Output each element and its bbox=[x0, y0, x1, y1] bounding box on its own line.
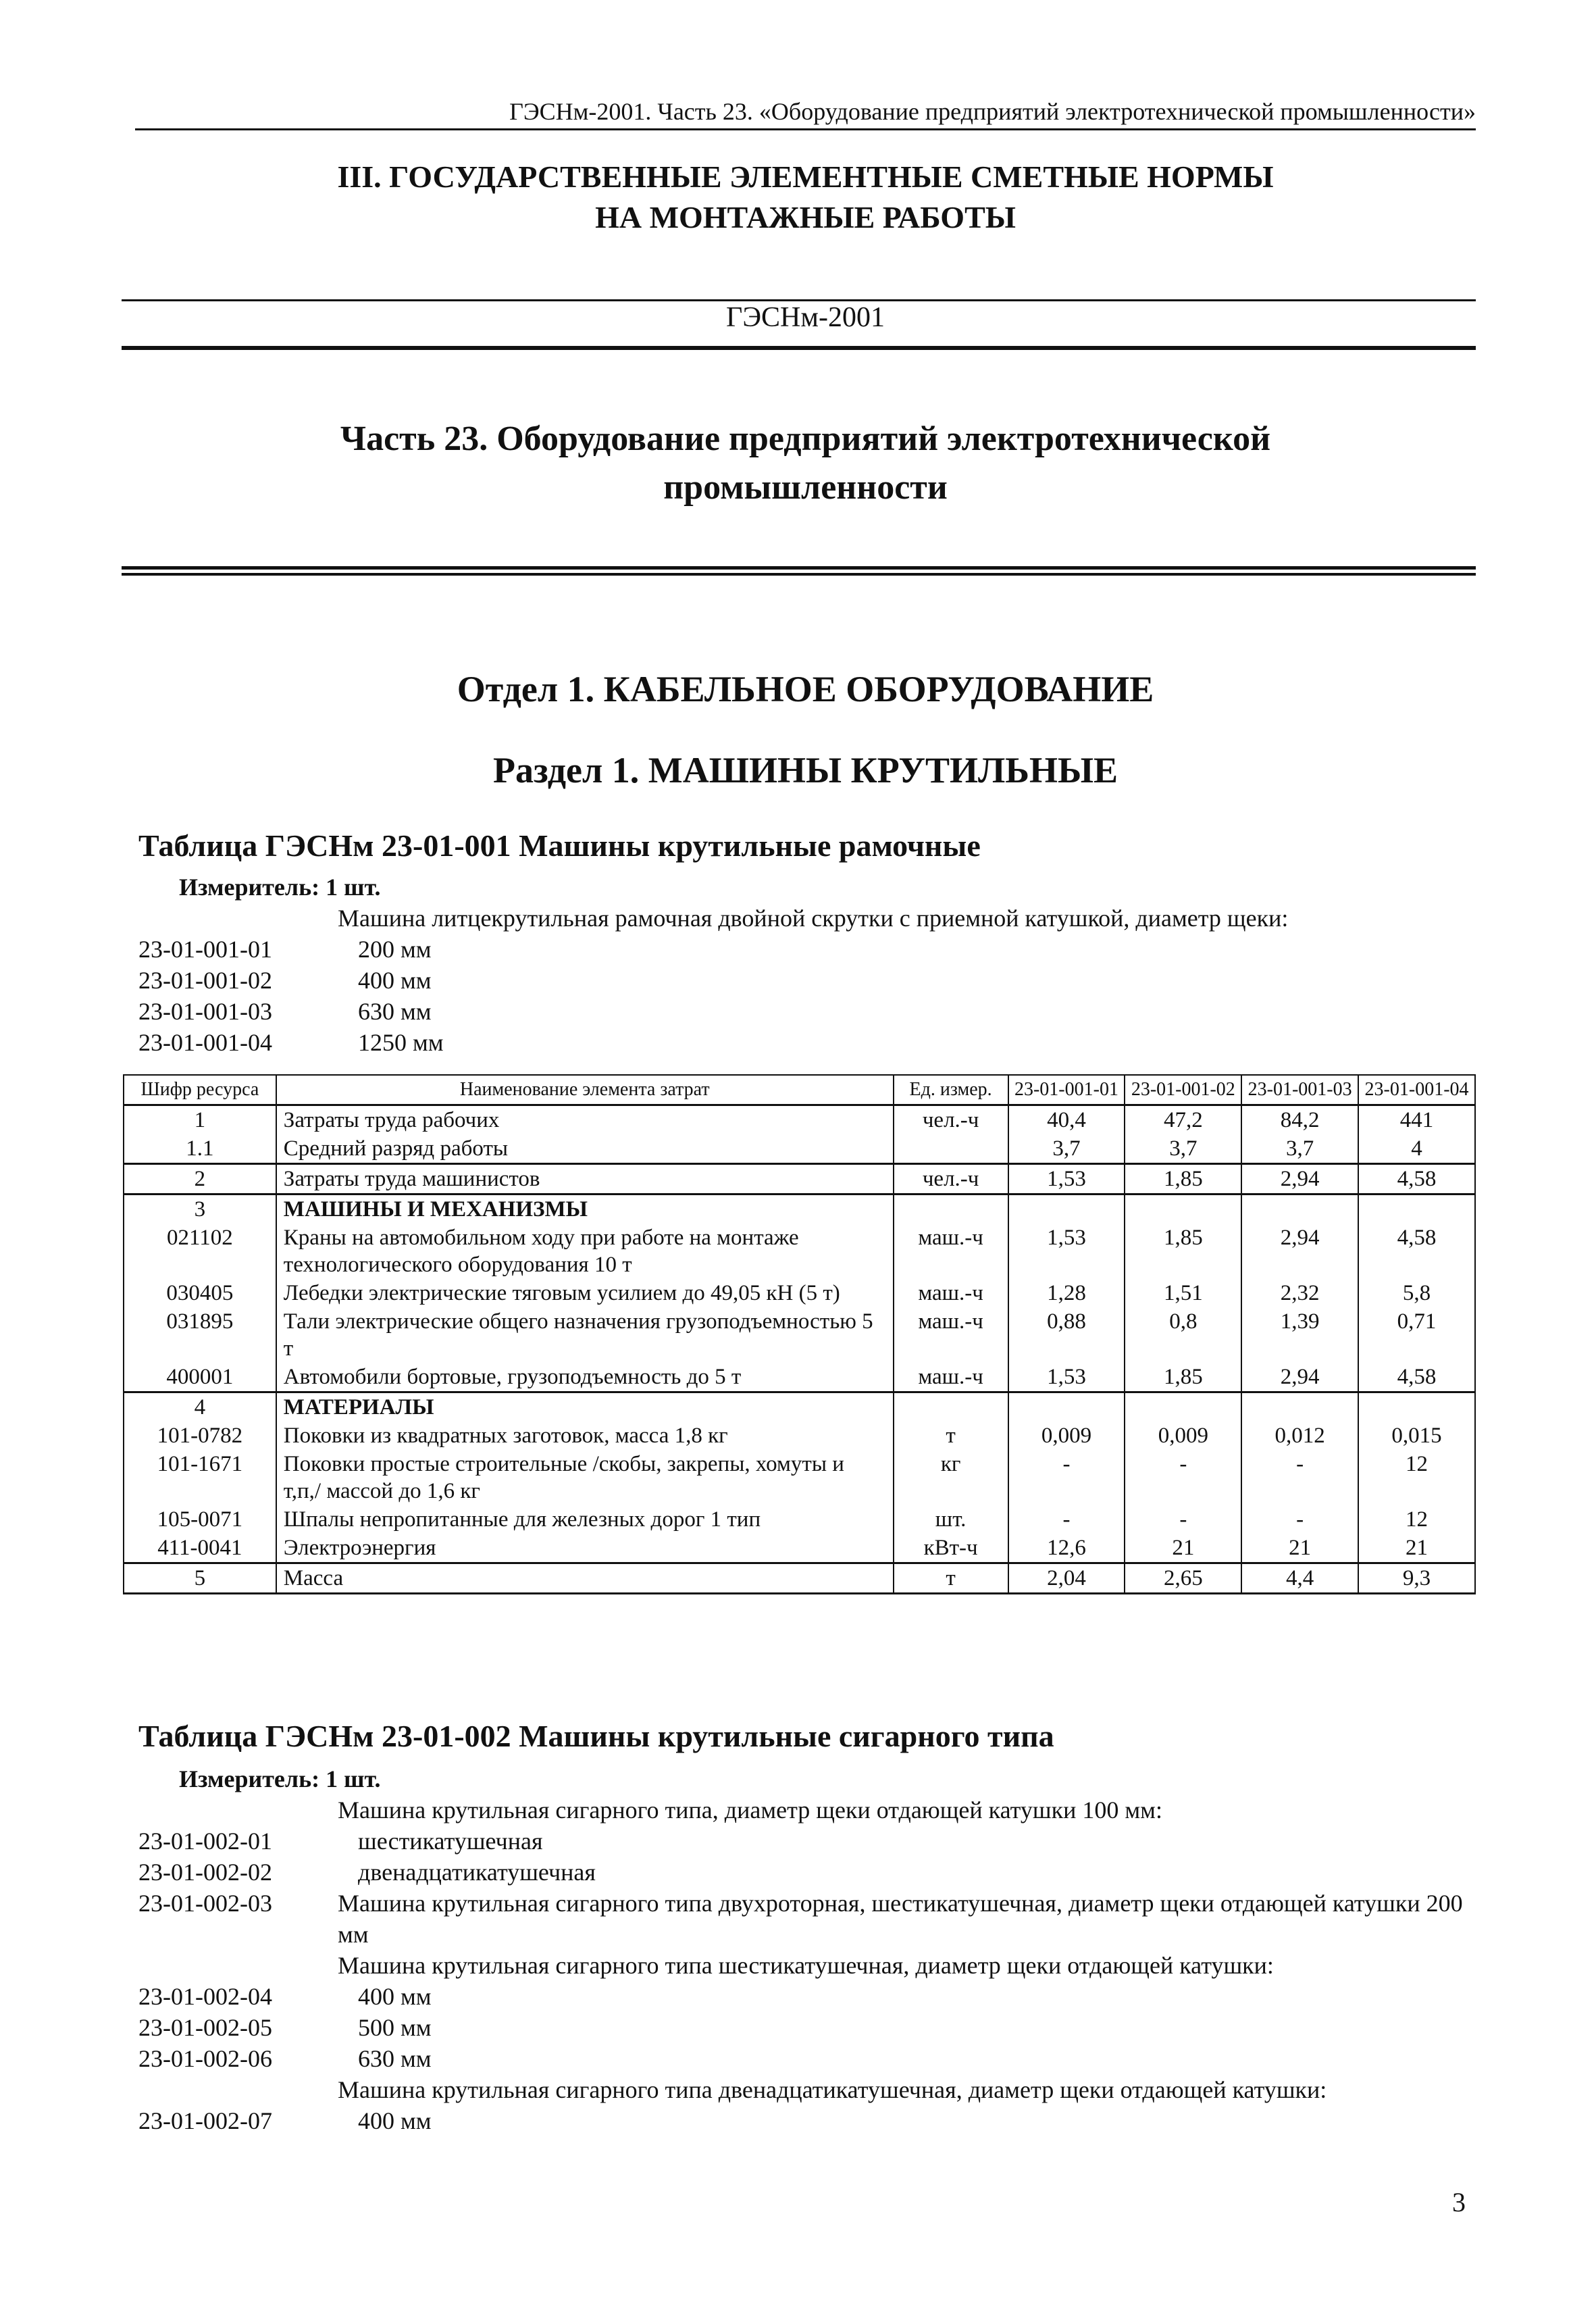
table2-meter: Измеритель: 1 шт. bbox=[179, 1765, 381, 1792]
table1-meter: Измеритель: 1 шт. bbox=[179, 874, 381, 901]
section-title-line-2: НА МОНТАЖНЫЕ РАБОТЫ bbox=[595, 200, 1016, 234]
table-row bbox=[124, 1363, 1475, 1392]
row-unit: маш.-ч bbox=[894, 1224, 1008, 1279]
row-value-2: 21 bbox=[1125, 1534, 1241, 1563]
row-value-3: 2,94 bbox=[1241, 1363, 1358, 1392]
row-unit: маш.-ч bbox=[894, 1279, 1008, 1307]
row-code: 1 bbox=[124, 1105, 276, 1135]
row-unit: маш.-ч bbox=[894, 1363, 1008, 1392]
row-value-2: 47,2 bbox=[1125, 1105, 1241, 1135]
table1-item-label: 630 мм bbox=[358, 998, 432, 1025]
row-value-4: 5,8 bbox=[1358, 1279, 1475, 1307]
row-value-1: - bbox=[1008, 1450, 1125, 1505]
row-value-3: 21 bbox=[1241, 1534, 1358, 1563]
table-row bbox=[124, 1194, 1475, 1224]
table-row bbox=[124, 1307, 1475, 1363]
row-code: 3 bbox=[124, 1194, 276, 1224]
table2-title: Таблица ГЭСНм 23-01-002 Машины крутильные сигарного типа bbox=[138, 1719, 1054, 1753]
row-code: 4 bbox=[124, 1392, 276, 1422]
row-value-4: 4,58 bbox=[1358, 1164, 1475, 1194]
table2-description-2: Машина крутильная сигарного типа шестикатушечная, диаметр щеки отдающей катушки: bbox=[338, 1952, 1274, 1979]
table2-item-label: 630 мм bbox=[358, 2045, 432, 2072]
row-value-3: 2,94 bbox=[1241, 1224, 1358, 1279]
row-value-2: 1,85 bbox=[1125, 1224, 1241, 1279]
row-value-3 bbox=[1241, 1392, 1358, 1422]
row-value-2: 2,65 bbox=[1125, 1563, 1241, 1594]
row-value-1: 1,53 bbox=[1008, 1363, 1125, 1392]
row-value-4: 441 bbox=[1358, 1105, 1475, 1135]
row-value-1 bbox=[1008, 1194, 1125, 1224]
table2-item-code: 23-01-002-06 bbox=[138, 2045, 272, 2072]
row-unit bbox=[894, 1194, 1008, 1224]
row-code: 030405 bbox=[124, 1279, 276, 1307]
row-unit: маш.-ч bbox=[894, 1307, 1008, 1363]
header-name: Наименование элемента затрат bbox=[276, 1075, 894, 1105]
header-col-3: 23-01-001-03 bbox=[1241, 1075, 1358, 1105]
row-unit: шт. bbox=[894, 1505, 1008, 1534]
row-value-2: 1,85 bbox=[1125, 1363, 1241, 1392]
row-name: Средний разряд работы bbox=[276, 1134, 894, 1164]
row-value-3: 84,2 bbox=[1241, 1105, 1358, 1135]
row-value-4: 12 bbox=[1358, 1505, 1475, 1534]
row-value-2 bbox=[1125, 1194, 1241, 1224]
row-name: МАШИНЫ И МЕХАНИЗМЫ bbox=[276, 1194, 894, 1224]
row-value-1: 3,7 bbox=[1008, 1134, 1125, 1164]
table-row bbox=[124, 1392, 1475, 1422]
row-unit: кг bbox=[894, 1450, 1008, 1505]
page-number: 3 bbox=[1452, 2187, 1466, 2217]
row-code: 2 bbox=[124, 1164, 276, 1194]
row-value-3: - bbox=[1241, 1450, 1358, 1505]
row-code: 5 bbox=[124, 1563, 276, 1594]
table2-item-code: 23-01-002-05 bbox=[138, 2014, 272, 2041]
table2-item-code: 23-01-002-02 bbox=[138, 1859, 272, 1886]
norm-table-body bbox=[124, 1105, 1475, 1594]
part-title-line-1: Часть 23. Оборудование предприятий электротехнической bbox=[340, 420, 1271, 458]
row-value-4: 9,3 bbox=[1358, 1563, 1475, 1594]
row-value-2: 1,51 bbox=[1125, 1279, 1241, 1307]
row-code: 1.1 bbox=[124, 1134, 276, 1164]
table2-item-label: Машина крутильная сигарного типа двухроторная, шестикатушечная, диаметр щеки отдающей катушки 200 мм bbox=[338, 1890, 1463, 1948]
row-value-1: 40,4 bbox=[1008, 1105, 1125, 1135]
row-value-3: 4,4 bbox=[1241, 1563, 1358, 1594]
table1-item-code: 23-01-001-02 bbox=[138, 967, 272, 994]
row-value-3: 1,39 bbox=[1241, 1307, 1358, 1363]
code-title: ГЭСНм-2001 bbox=[726, 302, 885, 333]
row-unit bbox=[894, 1392, 1008, 1422]
row-value-4: 4,58 bbox=[1358, 1224, 1475, 1279]
row-value-3: 3,7 bbox=[1241, 1134, 1358, 1164]
row-code: 400001 bbox=[124, 1363, 276, 1392]
table-row bbox=[124, 1105, 1475, 1135]
header-col-1: 23-01-001-01 bbox=[1008, 1075, 1125, 1105]
row-value-1: 0,009 bbox=[1008, 1422, 1125, 1450]
row-code: 101-1671 bbox=[124, 1450, 276, 1505]
section-title bbox=[135, 157, 1476, 238]
row-value-2: 0,8 bbox=[1125, 1307, 1241, 1363]
row-value-2: - bbox=[1125, 1450, 1241, 1505]
row-name: МАТЕРИАЛЫ bbox=[276, 1392, 894, 1422]
row-value-1: 12,6 bbox=[1008, 1534, 1125, 1563]
table2-item-code: 23-01-002-01 bbox=[138, 1828, 272, 1855]
table2-item-label: двенадцатикатушечная bbox=[358, 1859, 596, 1886]
table-row bbox=[124, 1134, 1475, 1164]
row-code: 021102 bbox=[124, 1224, 276, 1279]
row-value-4: 4 bbox=[1358, 1134, 1475, 1164]
row-unit: т bbox=[894, 1422, 1008, 1450]
row-name: Автомобили бортовые, грузоподъемность до 5 т bbox=[276, 1363, 894, 1392]
row-value-1: 1,53 bbox=[1008, 1224, 1125, 1279]
section-heading: Раздел 1. МАШИНЫ КРУТИЛЬНЫЕ bbox=[492, 750, 1118, 790]
table2-description-3: Машина крутильная сигарного типа двенадцатикатушечная, диаметр щеки отдающей катушки: bbox=[338, 2076, 1327, 2103]
row-name: Затраты труда машинистов bbox=[276, 1164, 894, 1194]
row-value-2: - bbox=[1125, 1505, 1241, 1534]
row-unit: чел.-ч bbox=[894, 1164, 1008, 1194]
row-name: Масса bbox=[276, 1563, 894, 1594]
row-unit: чел.-ч bbox=[894, 1105, 1008, 1135]
part-title-line-2: промышленности bbox=[663, 468, 948, 507]
row-name: Поковки из квадратных заготовок, масса 1,8 кг bbox=[276, 1422, 894, 1450]
table1-item-label: 400 мм bbox=[358, 967, 432, 994]
row-name: Тали электрические общего назначения грузоподъемностью 5 т bbox=[276, 1307, 894, 1363]
table-row bbox=[124, 1563, 1475, 1594]
row-name: Лебедки электрические тяговым усилием до 49,05 кН (5 т) bbox=[276, 1279, 894, 1307]
double-rule-top bbox=[122, 566, 1476, 570]
row-value-2: 0,009 bbox=[1125, 1422, 1241, 1450]
row-name: Затраты труда рабочих bbox=[276, 1105, 894, 1135]
table1-item-label: 200 мм bbox=[358, 936, 432, 963]
row-value-4: 4,58 bbox=[1358, 1363, 1475, 1392]
row-value-4 bbox=[1358, 1194, 1475, 1224]
header-col-4: 23-01-001-04 bbox=[1358, 1075, 1475, 1105]
row-name: Краны на автомобильном ходу при работе на монтаже технологического оборудования 10 т bbox=[276, 1224, 894, 1279]
row-code: 411-0041 bbox=[124, 1534, 276, 1563]
row-value-4: 0,015 bbox=[1358, 1422, 1475, 1450]
row-value-3: 2,32 bbox=[1241, 1279, 1358, 1307]
row-code: 031895 bbox=[124, 1307, 276, 1363]
table-row bbox=[124, 1224, 1475, 1279]
row-value-2 bbox=[1125, 1392, 1241, 1422]
row-value-2: 3,7 bbox=[1125, 1134, 1241, 1164]
table-row bbox=[124, 1164, 1475, 1194]
table2-description-1: Машина крутильная сигарного типа, диаметр щеки отдающей катушки 100 мм: bbox=[338, 1796, 1162, 1823]
table1-description: Машина литцекрутильная рамочная двойной скрутки с приемной катушкой, диаметр щеки: bbox=[338, 905, 1289, 932]
table2-item-label: 400 мм bbox=[358, 2107, 432, 2134]
table1-item-label: 1250 мм bbox=[358, 1029, 444, 1056]
header-unit: Ед. измер. bbox=[894, 1075, 1008, 1105]
department-heading: Отдел 1. КАБЕЛЬНОЕ ОБОРУДОВАНИЕ bbox=[457, 669, 1154, 709]
row-value-1: 0,88 bbox=[1008, 1307, 1125, 1363]
table2-item-code: 23-01-002-03 bbox=[138, 1890, 272, 1917]
table1-item-code: 23-01-001-03 bbox=[138, 998, 272, 1025]
table2-item-label: 400 мм bbox=[358, 1983, 432, 2010]
row-value-1: 1,28 bbox=[1008, 1279, 1125, 1307]
row-value-1: - bbox=[1008, 1505, 1125, 1534]
row-unit: кВт-ч bbox=[894, 1534, 1008, 1563]
row-code: 105-0071 bbox=[124, 1505, 276, 1534]
row-name: Шпалы непропитанные для железных дорог 1 тип bbox=[276, 1505, 894, 1534]
table-row bbox=[124, 1279, 1475, 1307]
section-title-line-1: III. ГОСУДАРСТВЕННЫЕ ЭЛЕМЕНТНЫЕ СМЕТНЫЕ НОРМЫ bbox=[337, 159, 1274, 194]
table1-item-code: 23-01-001-04 bbox=[138, 1029, 272, 1056]
row-value-1: 2,04 bbox=[1008, 1563, 1125, 1594]
row-value-3: 0,012 bbox=[1241, 1422, 1358, 1450]
double-rule-bottom bbox=[122, 573, 1476, 576]
row-value-4: 0,71 bbox=[1358, 1307, 1475, 1363]
table2-item-label: шестикатушечная bbox=[358, 1828, 543, 1855]
table2-item-code: 23-01-002-07 bbox=[138, 2107, 272, 2134]
row-value-3 bbox=[1241, 1194, 1358, 1224]
table1-item-code: 23-01-001-01 bbox=[138, 936, 272, 963]
header-code: Шифр ресурса bbox=[124, 1075, 276, 1105]
row-name: Поковки простые строительные /скобы, закрепы, хомуты и т,п,/ массой до 1,6 кг bbox=[276, 1450, 894, 1505]
row-value-1 bbox=[1008, 1392, 1125, 1422]
row-value-4: 12 bbox=[1358, 1450, 1475, 1505]
row-unit bbox=[894, 1134, 1008, 1164]
row-name: Электроэнергия bbox=[276, 1534, 894, 1563]
header-col-2: 23-01-001-02 bbox=[1125, 1075, 1241, 1105]
rule-below-code bbox=[122, 346, 1476, 350]
row-unit: т bbox=[894, 1563, 1008, 1594]
running-header: ГЭСНм-2001. Часть 23. «Оборудование предприятий электротехнической промышленности» bbox=[135, 95, 1476, 130]
table2-item-label: 500 мм bbox=[358, 2014, 432, 2041]
table1-title: Таблица ГЭСНм 23-01-001 Машины крутильные рамочные bbox=[138, 828, 981, 863]
row-code: 101-0782 bbox=[124, 1422, 276, 1450]
row-value-2: 1,85 bbox=[1125, 1164, 1241, 1194]
table-header-row bbox=[124, 1075, 1475, 1105]
table-row bbox=[124, 1450, 1475, 1505]
table-row bbox=[124, 1422, 1475, 1450]
part-title bbox=[135, 415, 1476, 512]
row-value-3: - bbox=[1241, 1505, 1358, 1534]
row-value-3: 2,94 bbox=[1241, 1164, 1358, 1194]
table-row bbox=[124, 1534, 1475, 1563]
table-row bbox=[124, 1505, 1475, 1534]
row-value-4 bbox=[1358, 1392, 1475, 1422]
row-value-4: 21 bbox=[1358, 1534, 1475, 1563]
row-value-1: 1,53 bbox=[1008, 1164, 1125, 1194]
norm-table bbox=[123, 1074, 1476, 1594]
table2-item-code: 23-01-002-04 bbox=[138, 1983, 272, 2010]
